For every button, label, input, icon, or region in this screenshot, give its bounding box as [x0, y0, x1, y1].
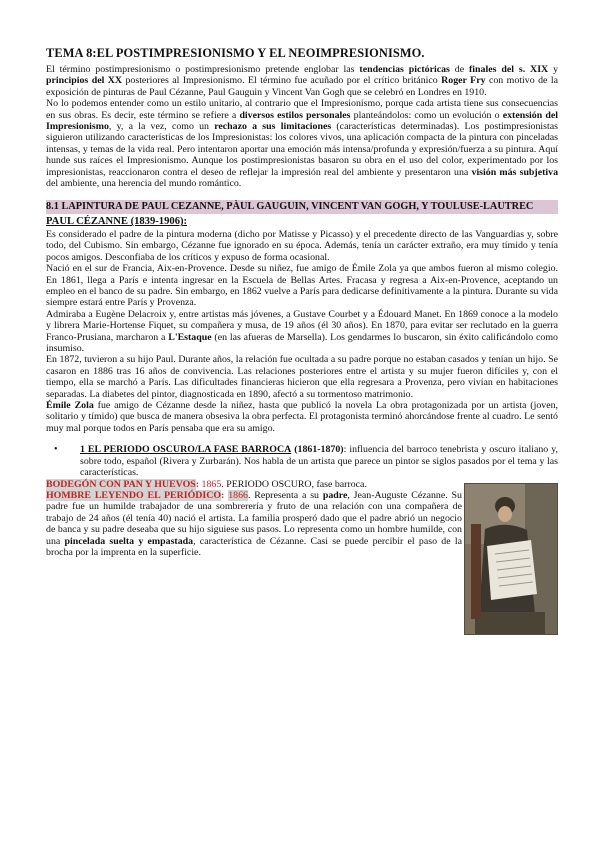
artist-subheading: PAUL CÉZANNE (1839-1906): [46, 216, 188, 228]
page-title: TEMA 8:EL POSTIMPRESIONISMO Y EL NEOIMPRESIONISMO. [46, 46, 425, 60]
section-heading: 8.1 LAPINTURA DE PAUL CEZANNE, PÀUL GAUGUIN, VINCENT VAN GOGH, Y TOULUSE-LAUTREC [46, 200, 558, 214]
intro-paragraph-2: No lo podemos entender como un estilo unitario, al contrario que el Impresionismo, porque cada artista tiene sus consecuencias en sus obras. Es decir, este término se refiere a diversos estilos personales planteándolos: como un evolución o extensión del Impresionismo, y, a la vez, como un rechazo a sus limitaciones (características determinadas). Los postimpresionistas siguieron utilizando características de los Impresionistas: los colores vivos, una aplicación compacta de la pintura con pinceladas intensas, y temas de la vida real. Pero intentaron aportar una emoción más intensa/profunda y expresión/fuerza a su pintura. Aquí hunde sus raíces el Impresionismo. Aunque los postimpresionistas basaron su obra en el uso del color, experimentado por los impresionistas, reaccionaron contra el deseo de reflejar la impresión real del ambiente y presentaron una visión más subjetiva del ambiente, una herencia del mundo romántico. [46, 98, 559, 190]
man-reading-newspaper-icon [465, 484, 557, 634]
intro-paragraph-1: El término postimpresionismo o postimpresionismo pretende englobar las tendencias pictóricas de finales del s. XIX y principios del XX posteriores al Impresionismo. El término fue acuñado por el crítico británico Roger Fry con motivo de la exposición de pinturas de Paul Cézanne, Paul Gauguin y Vincent Van Gogh que se celebró en Londres en 1910. [46, 64, 559, 98]
cezanne-paragraph-2: Nació en el sur de Francia, Aix-en-Provence. Desde su niñez, fue amigo de Émile Zola ya que ambos fueron al mismo colegio. En 1861, llega a París e intenta ingresar en la Escuela de Bellas Artes. Fracasa y regresa a Aix-en-Provence, aceptando un empleo en el banco de su padre. Sin embargo, en 1862 vuelve a París para dedicarse definitivamente a la pintura. Durante su vida siempre estará entre París y Provenza. [46, 263, 558, 309]
works-block [46, 479, 558, 559]
cezanne-paragraph-5: Émile Zola fue amigo de Cézanne desde la niñez, hasta que publicó la novela La obra protagonizada por un artista (joven, solitario y tímido) que busca de manera obsesiva la obra perfecta. El protagonista terminó ahorcándose frente al cuadro. Le sentó muy mal porque todos en París pensaba que era su amigo. [46, 400, 558, 434]
cezanne-paragraph-3: Admiraba a Eugène Delacroix y, entre artistas más jóvenes, a Gustave Courbet y a Édouard Manet. En 1869 conoce a la modelo y librera Marie-Hortense Fiquet, su compañera y musa, de 19 años (él 30 años). En 1870, para evitar ser reclutado en la guerra Franco-Prusiana, marcharon a L'Estaque (en las afueras de Marsella). Los gendarmes lo buscaron, sin éxito calificándolo como insumiso. [46, 308, 558, 355]
work-hombre-leyendo: HOMBRE LEYENDO EL PERIÓDICO: 1866. Representa a su padre, Jean-Auguste Cézanne. Su padre fue un humilde trabajador de una sombrerería y fruto de una relación con una compañera de trabajo de 24 años (él tenía 40) nació el artista. La familia prosperó dado que el padre abrió un negocio de banca y su padre deseaba que su hijo siguiese sus pasos. Lo representa como un hombre humilde, con una pincelada suelta y empastada, característica de Cézanne. Casi se puede percibir el paso de la brocha por la imprenta en la superficie. [46, 489, 462, 558]
period-list-item: • 1 EL PERIODO OSCURO/LA FASE BARROCA (1861-1870): influencia del barroco tenebrista y oscuro italiano y, sobre todo, español (Rivera y Zurbarán). Nos habla de un artista que parece un pintor se siglos pasados por el tema y las características. [54, 444, 559, 479]
cezanne-paragraph-4: En 1872, tuvieron a su hijo Paul. Durante años, la relación fue ocultada a su padre porque no estaban casados y tenían un hijo. Se casaron en 1886 tras 16 años de convivencia. Las relaciones posteriores entre el artista y su mujer fueron difíciles y, con el tiempo, ella se marchó a París. Las dificultades financieras hicieron que ella regresara a Provenza, pero vivían en habitaciones separadas. La diabetes del pintor, diagnosticada en 1890, afectó a su tormentoso matrimonio. [46, 354, 558, 400]
works-text-column [46, 479, 462, 559]
work-title-hombre: HOMBRE LEYENDO EL PERIÓDICO [46, 489, 222, 501]
document-page [46, 46, 558, 558]
cezanne-paragraph-1: Es considerado el padre de la pintura moderna (dicho por Matisse y Picasso) y el precedente directo de las Vanguardias y, sobre todo, del Cubismo. Sin embargo, Cézanne fue ignorado en su época. Además, tenía un carácter extraño, era muy tímido y tenía pocos amigos. Desconfiaba de los críticos y expuso de forma ocasional. [46, 228, 558, 263]
work-title-bodegon: BODEGÓN CON PAN Y HUEVOS [46, 478, 196, 490]
period-dates: (1861-1870) [294, 444, 344, 456]
work-bodegon: BODEGÓN CON PAN Y HUEVOS: 1865. PERIODO OSCURO, fase barroca. [46, 478, 367, 490]
painting-image [464, 483, 558, 635]
period-heading: 1 EL PERIODO OSCURO/LA FASE BARROCA [80, 444, 292, 456]
bullet-icon: • [54, 444, 58, 456]
